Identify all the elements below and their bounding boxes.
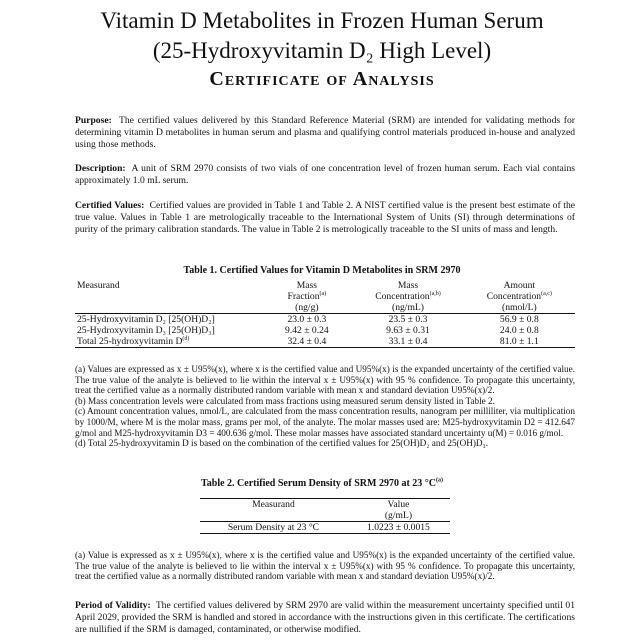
period-label: Period of Validity: <box>75 600 151 611</box>
table1-cell-measurand: 25-Hydroxyvitamin D₃ [25(OH)D₃] <box>77 325 215 336</box>
certified-values-label: Certified Values: <box>75 200 145 211</box>
table1-header-mass-fraction-unit: (ng/g) <box>295 302 319 313</box>
purpose-text: The certified values delivered by this Standard Reference Material (SRM) are intended for validating methods for determining vitamin D metabolites in human serum and plasma and qualifying control materials produced in-house and analyzed using those methods. <box>75 115 575 150</box>
table1-header-mass-fraction-2: Fraction$^{(a)}$ <box>287 290 327 302</box>
table1-header-amount-conc-unit: (nmol/L) <box>502 302 537 313</box>
table2 <box>200 498 450 534</box>
table1 <box>75 280 575 348</box>
footnote-d: (d) Total 25-hydroxyvitamin D is based on the combination of the certified values for 25(OH)D₂ and 25(OH)D₃. <box>75 438 489 449</box>
table1-header-mass-conc-2: Concentration$^{(a,b)}$ <box>375 290 441 302</box>
table1-cell-mass-fraction: 23.0 ± 0.3 <box>287 314 327 325</box>
table2-header-value: Value <box>387 499 410 510</box>
purpose-paragraph <box>75 115 575 150</box>
table1-cell-measurand: Total 25-hydroxyvitamin $D^{(d)}$ <box>77 335 190 347</box>
table1-cell-mass-conc: 33.1 ± 0.4 <box>388 336 428 347</box>
table-row <box>75 336 575 348</box>
footnote-c: (c) Amount concentration values, nmol/L, are calculated from the mass concentration results, nanogram per milliliter, via multiplication by 1000/M, where M is the molar mass, grams per mol, of the analyte. The molar masses used are: M25-hydroxyvitamin D2 = 412.647 g/mol and M25-hydroxyvitamin D3 = 400.636 g/mol. These molar masses have associated standard uncertainty u(M) = 0.016 g/mol. <box>75 406 575 438</box>
period-paragraph <box>75 600 575 635</box>
table-row <box>75 325 575 336</box>
document-subtitle: (25-Hydroxyvitamin D₂ High Level) <box>152 38 492 63</box>
table1-caption: Table 1. Certified Values for Vitamin D Metabolites in SRM 2970 <box>183 265 461 276</box>
document-title: Vitamin D Metabolites in Frozen Human Serum <box>100 8 544 33</box>
table1-header-measurand: Measurand <box>77 280 120 291</box>
table2-header-unit: (g/mL) <box>384 510 413 521</box>
table1-cell-mass-fraction: 9.42 ± 0.24 <box>285 325 329 336</box>
description-label: Description: <box>75 163 126 174</box>
table1-cell-amount-conc: 81.0 ± 1.1 <box>499 336 539 347</box>
table1-cell-mass-fraction: 32.4 ± 0.4 <box>287 336 327 347</box>
footnote-b: (b) Mass concentration levels were calculated from mass fractions using measured serum density listed in Table 2. <box>75 395 495 406</box>
description-paragraph <box>75 163 575 187</box>
table1-cell-mass-conc: 23.5 ± 0.3 <box>388 314 428 325</box>
period-text: The certified values delivered by SRM 2970 are valid within the measurement uncertainty specified until 01 April 2029, provided the SRM is handled and stored in accordance with the instructions given in this certificate. The certifications are nullified if the SRM is damaged, contaminated, or otherwise modified. <box>75 600 575 635</box>
table1-header-amount-conc-1: Amount <box>503 280 536 291</box>
table1-header-mass-conc-1: Mass <box>397 280 419 291</box>
table1-cell-amount-conc: 24.0 ± 0.8 <box>499 325 539 336</box>
certificate-heading: Certificate of Analysis <box>209 68 435 90</box>
table1-cell-amount-conc: 56.9 ± 0.8 <box>499 314 539 325</box>
description-text: A unit of SRM 2970 consists of two vials of one concentration level of frozen human serum. Each vial contains approximately 1.0 mL serum. <box>75 163 575 186</box>
table-row <box>200 522 450 534</box>
footnote-table2-a: (a) Value is expressed as x ± U95%(x), where x is the certified value and U95%(x) is the expanded uncertainty of the certified value. The true value of the analyte is believed to lie within the interval x ± U95%(x) with 95 % confidence. To propagate this uncertainty, treat the certified value as a normally distributed random variable with mean x and standard deviation U95%(x)/2. <box>75 550 575 582</box>
table2-footnote <box>75 550 575 582</box>
purpose-label: Purpose: <box>75 115 112 126</box>
table-row <box>75 314 575 326</box>
table2-header-measurand: Measurand <box>252 499 295 510</box>
table1-footnotes <box>75 364 575 449</box>
certified-values-text: Certified values are provided in Table 1 and Table 2. A NIST certified value is the present best estimate of the true value. Values in Table 1 are metrologically traceable to the International System of Units (SI) through determinations of purity of the primary calibration standards. The value in Table 2 is metrologically traceable to the SI units of mass and length. <box>75 200 576 235</box>
table1-cell-measurand: 25-Hydroxyvitamin D₂ [25(OH)D₂] <box>77 314 215 325</box>
certified-values-paragraph <box>75 200 575 235</box>
table2-caption: Table 2. Certified Serum Density of SRM 2970 at 23 $^\circ C^{(a)}$ <box>201 477 443 489</box>
table1-header-amount-conc-2: Concentration$^{(a,c)}$ <box>486 290 552 302</box>
table2-cell-measurand: Serum Density at 23 °C <box>227 522 320 533</box>
table1-header-mass-conc-unit: (ng/mL) <box>392 302 424 313</box>
table2-cell-value: 1.0223 ± 0.0015 <box>367 522 430 533</box>
footnote-a: (a) Values are expressed as x ± U95%(x), where x is the certified value and U95%(x) is the expanded uncertainty of the certified value. The true value of the analyte is believed to lie within the interval x ± U95%(x) with 95 % confidence. To propagate this uncertainty, treat the certified value as a normally distributed random variable with mean x and standard deviation U95%(x)/2. <box>75 364 575 396</box>
table1-header-mass-fraction-1: Mass <box>296 280 317 291</box>
table1-cell-mass-conc: 9.63 ± 0.31 <box>386 325 430 336</box>
